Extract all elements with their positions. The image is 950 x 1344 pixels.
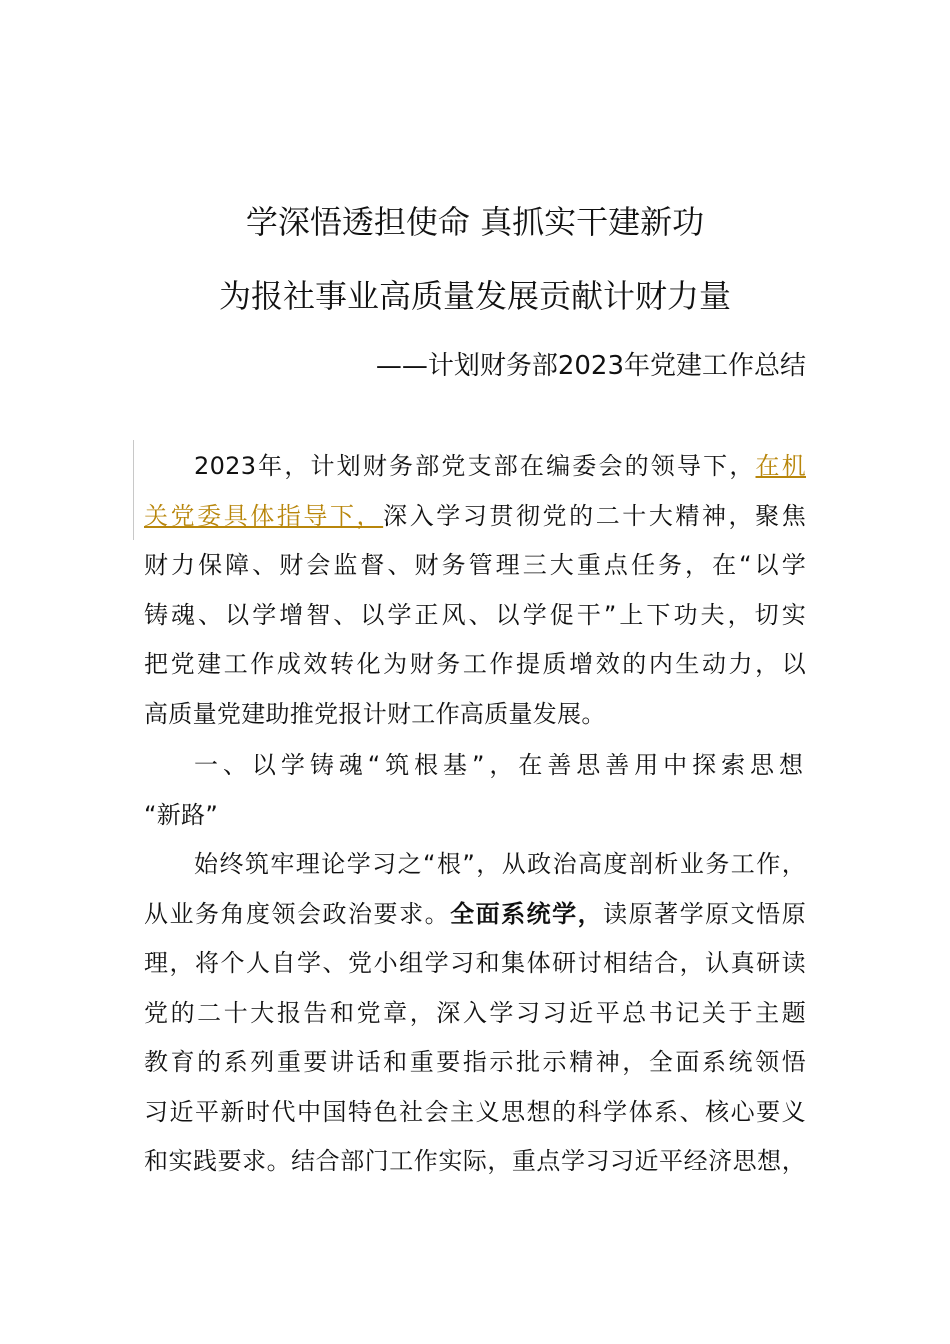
paragraph-line: 始终筑牢理论学习之“根”，从政治高度剖析业务工作， [194,850,806,878]
tracked-insertion[interactable]: 关党委具体指导下， [144,501,384,530]
paragraph-line: 和实践要求。结合部门工作实际，重点学习习近平经济思想， [144,1147,806,1175]
document-title-line-2: 为报社事业高质量发展贡献计财力量 [218,277,731,315]
bold-text-run: 全面系统学， [450,899,604,928]
heading-line: “新路” [144,800,219,829]
paragraph-line: 把党建工作成效转化为财务工作提质增效的内生动力，以 [144,650,806,678]
heading-line: 一、以学铸魂“筑根基”，在善思善用中探索思想 [194,751,806,779]
text-run: 2023年，计划财务部党支部在编委会的领导下， [194,452,756,480]
tracked-insertion[interactable]: 在机 [755,452,806,480]
paragraph-line [144,442,806,492]
paragraph-theory-study [144,840,806,1187]
document-subtitle: ——计划财务部2023年党建工作总结 [375,351,806,381]
text-run: 深入学习贯彻党的二十大精神，聚焦 [383,501,806,530]
section-heading-1 [144,741,806,840]
paragraph-line [144,492,806,542]
document-title-line-1: 学深悟透担使命 真抓实干建新功 [245,203,705,241]
paragraph-line: 习近平新时代中国特色社会主义思想的科学体系、核心要义 [144,1097,806,1126]
paragraph-line: 党的二十大报告和党章，深入学习习近平总书记关于主题 [144,998,806,1027]
paragraph-intro [144,442,806,739]
text-run: 读原著学原文悟原 [603,899,806,928]
paragraph-line: 理，将个人自学、党小组学习和集体研讨相结合，认真研读 [144,949,806,977]
paragraph-line: 教育的系列重要讲话和重要指示批示精神，全面系统领悟 [144,1048,806,1076]
revision-margin-bar [133,440,134,540]
text-run: 从业务角度领会政治要求。 [144,899,451,928]
paragraph-line: 铸魂、以学增智、以学正风、以学促干”上下功夫，切实 [144,600,806,629]
paragraph-line [144,890,806,940]
paragraph-line: 财力保障、财会监督、财务管理三大重点任务，在“以学 [144,551,806,579]
paragraph-line: 高质量党建助推党报计财工作高质量发展。 [144,699,606,728]
